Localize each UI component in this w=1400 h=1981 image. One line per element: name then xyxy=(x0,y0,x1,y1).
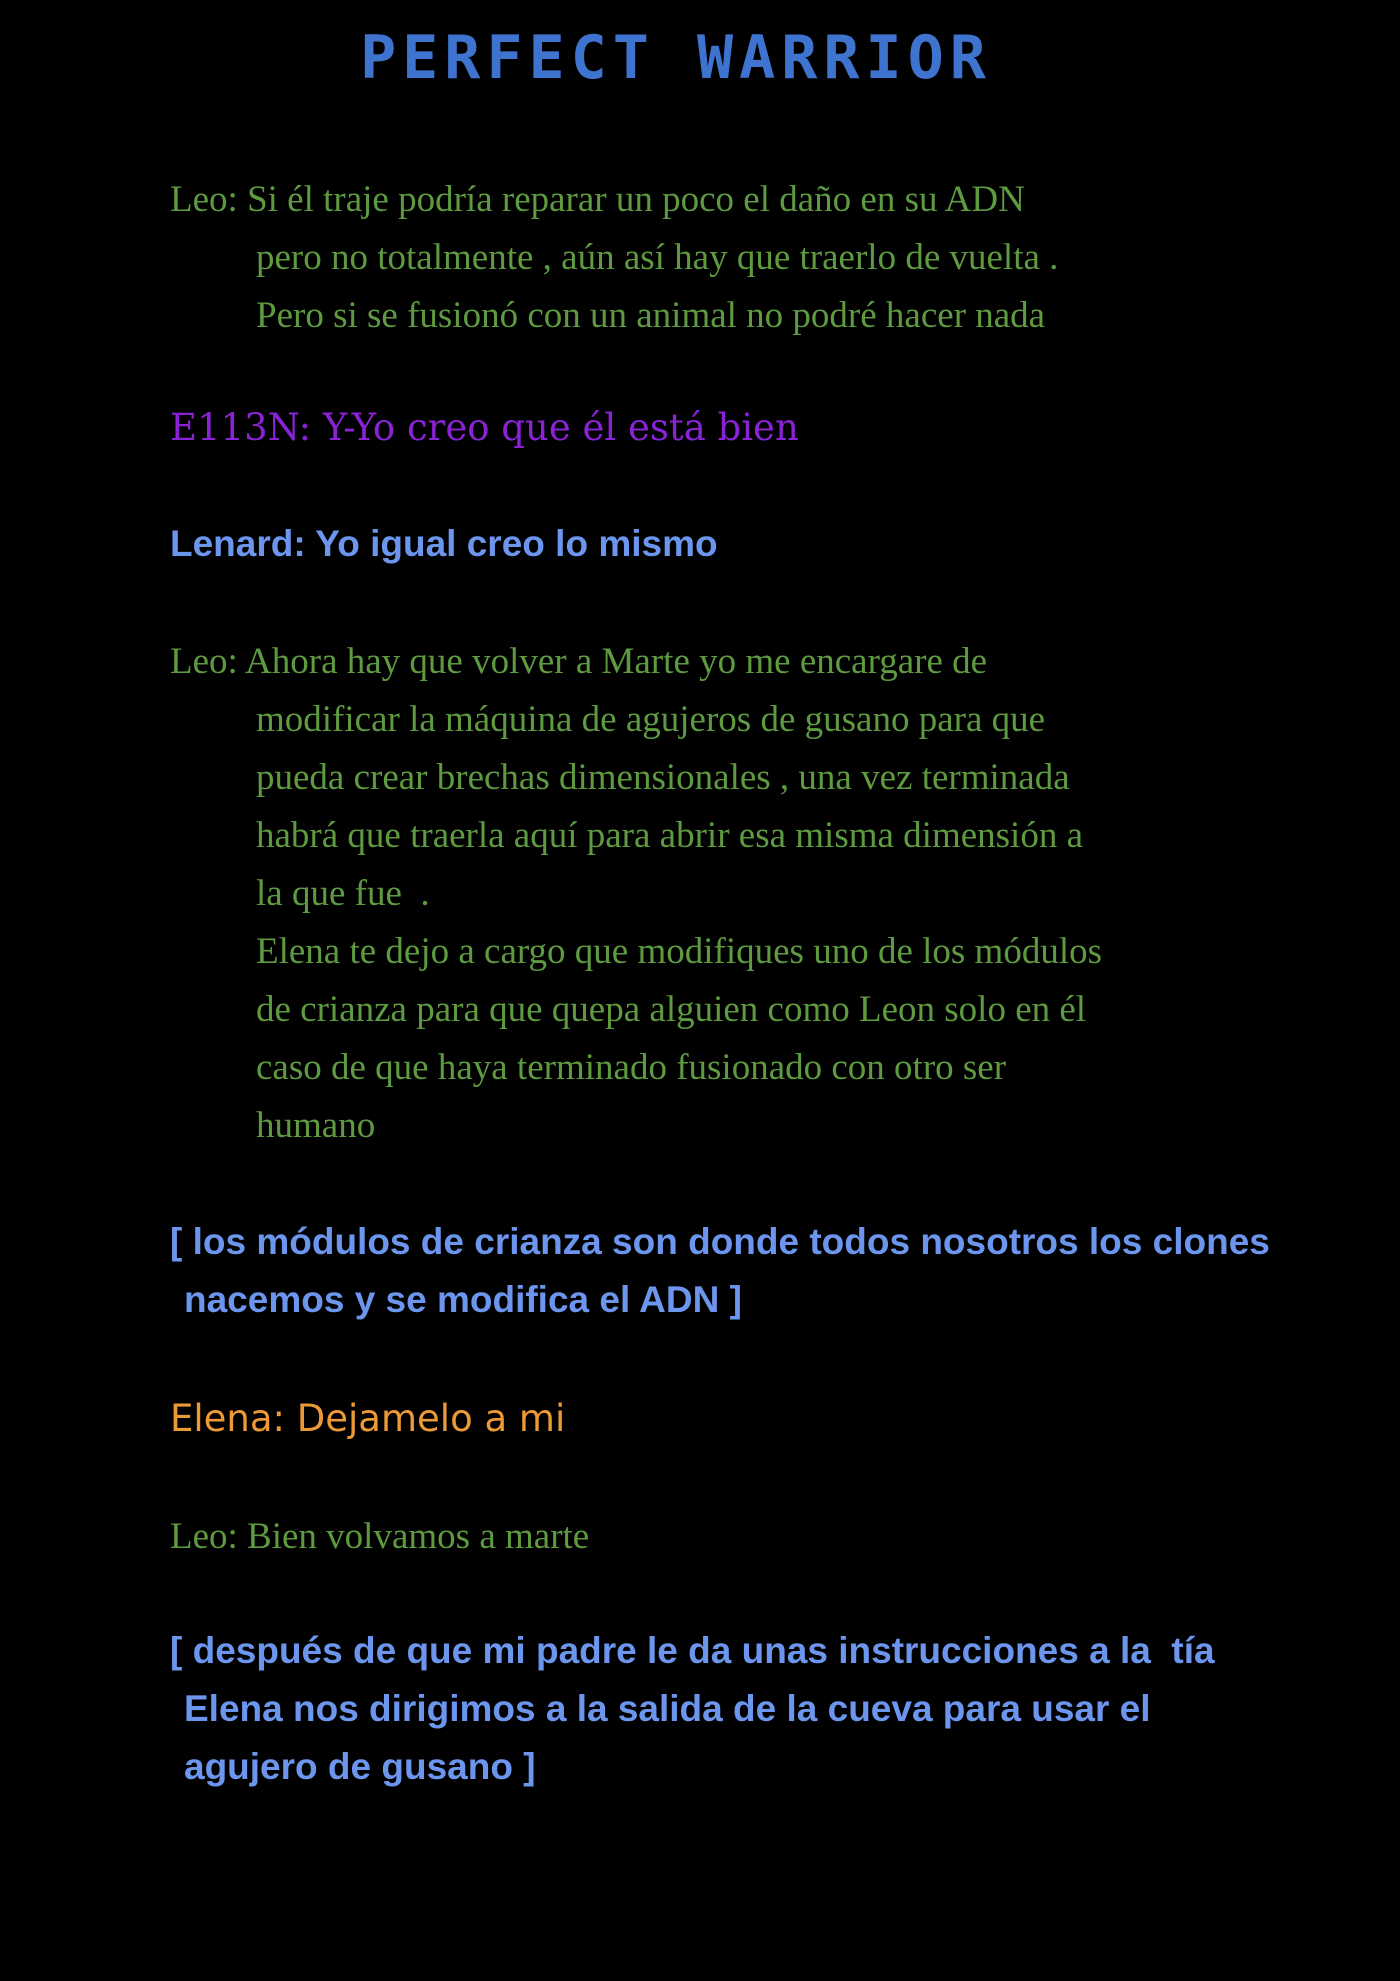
dialogue-line: Elena: Dejamelo a mi xyxy=(170,1397,566,1440)
narration-line: agujero de gusano ] xyxy=(184,1746,536,1787)
dialogue-text: Si él traje podría reparar un poco el daño en su ADN xyxy=(247,179,1025,220)
dialogue-line: pueda crear brechas dimensionales , una vez terminada xyxy=(256,757,1070,798)
leo-dialogue-2 xyxy=(170,633,1250,1155)
dialogue-line: la que fue . xyxy=(256,873,430,914)
dialogue-line xyxy=(170,633,1250,691)
elena-dialogue xyxy=(170,1391,1250,1447)
speaker-label: Leo: xyxy=(170,179,238,220)
leo-dialogue-3 xyxy=(170,1508,1250,1566)
dialogue-line: humano xyxy=(256,1105,376,1146)
narration-line: nacemos y se modifica el ADN ] xyxy=(184,1279,742,1320)
lenard-dialogue xyxy=(170,515,1250,573)
dialogue-line: Leo: Bien volvamos a marte xyxy=(170,1516,590,1557)
narration-note-2 xyxy=(170,1622,1250,1796)
dialogue-line: modificar la máquina de agujeros de gusano para que xyxy=(256,699,1046,740)
speaker-label: Leo: xyxy=(170,641,238,682)
dialogue-line: de crianza para que quepa alguien como Leon solo en él xyxy=(256,989,1087,1030)
narration-note-1 xyxy=(170,1213,1270,1329)
leo-dialogue-1 xyxy=(170,171,1250,345)
narration-line: Elena nos dirigimos a la salida de la cueva para usar el xyxy=(184,1688,1151,1729)
dialogue-line: pero no totalmente , aún así hay que traerlo de vuelta . xyxy=(256,237,1059,278)
dialogue-line: habrá que traerla aquí para abrir esa misma dimensión a xyxy=(256,815,1084,856)
e113n-dialogue xyxy=(170,400,1250,456)
narration-line: [ los módulos de crianza son donde todos nosotros los clones xyxy=(170,1221,1270,1262)
dialogue-line: E113N: Y-Yo creo que él está bien xyxy=(170,406,799,449)
narration-line: [ después de que mi padre le da unas instrucciones a la tía xyxy=(170,1630,1215,1671)
dialogue-line: Elena te dejo a cargo que modifiques uno de los módulos xyxy=(256,931,1103,972)
dialogue-line xyxy=(170,171,1250,229)
dialogue-line: Lenard: Yo igual creo lo mismo xyxy=(170,523,718,564)
page-title: PERFECT WARRIOR xyxy=(360,23,992,93)
dialogue-line: caso de que haya terminado fusionado con otro ser xyxy=(256,1047,1007,1088)
dialogue-line: Pero si se fusionó con un animal no podré hacer nada xyxy=(256,295,1046,336)
dialogue-text: Ahora hay que volver a Marte yo me encargare de xyxy=(245,641,988,682)
